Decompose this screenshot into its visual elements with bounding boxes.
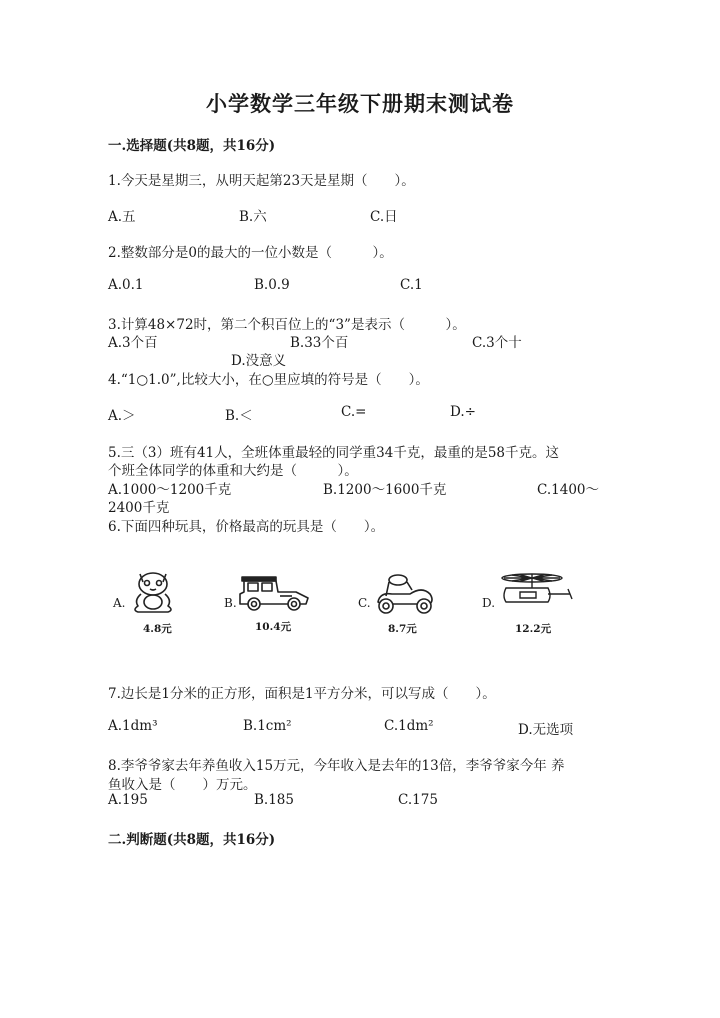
- q3-option-b[interactable]: B.33个百: [290, 335, 349, 351]
- toy-b-letter[interactable]: B.: [224, 596, 237, 610]
- q8-option-c[interactable]: C.175: [398, 792, 438, 808]
- q3-option-a[interactable]: A.3个百: [108, 335, 158, 351]
- q5-option-c[interactable]: C.1400～: [537, 482, 599, 498]
- toy-c-price: 8.7元: [388, 623, 417, 635]
- cat-toy-icon[interactable]: [128, 568, 178, 616]
- toy-a-price: 4.8元: [143, 623, 172, 635]
- q4-option-a[interactable]: A.＞: [108, 408, 136, 424]
- q4-option-c[interactable]: C.=: [341, 404, 367, 420]
- q5-option-c-wrap: 2400千克: [108, 500, 170, 516]
- question-7-text: 7.边长是1分米的正方形，面积是1平方分米，可以写成（ ）。: [108, 686, 496, 702]
- toy-d-price: 12.2元: [515, 623, 552, 635]
- helicopter-toy-icon[interactable]: [498, 572, 576, 612]
- q7-option-b[interactable]: B.1cm²: [243, 718, 292, 734]
- q8-option-b[interactable]: B.185: [254, 792, 294, 808]
- question-4-text: 4.“1○1.0”,比较大小，在○里应填的符号是（ ）。: [108, 372, 429, 388]
- q1-option-b[interactable]: B.六: [239, 209, 267, 225]
- section-heading-judgement: 二.判断题(共8题，共16分): [108, 832, 276, 848]
- q2-option-c[interactable]: C.1: [400, 277, 423, 293]
- question-3-text: 3.计算48×72时，第二个积百位上的“3”是表示（ ）。: [108, 317, 466, 333]
- question-6-text: 6.下面四种玩具，价格最高的玩具是（ ）。: [108, 519, 385, 535]
- toy-b-price: 10.4元: [255, 621, 292, 633]
- question-8-text-line2: 鱼收入是（ ）万元。: [108, 777, 257, 793]
- q5-option-a[interactable]: A.1000～1200千克: [108, 482, 232, 498]
- q7-option-c[interactable]: C.1dm²: [384, 718, 434, 734]
- question-5-text-line1: 5.三（3）班有41人，全班体重最轻的同学重34千克，最重的是58千克。这: [108, 445, 560, 461]
- scooter-toy-icon[interactable]: [372, 572, 438, 616]
- page-title: 小学数学三年级下册期末测试卷: [206, 91, 514, 116]
- q5-option-b[interactable]: B.1200～1600千克: [323, 482, 447, 498]
- q3-option-c[interactable]: C.3个十: [472, 335, 522, 351]
- toy-d-letter[interactable]: D.: [482, 596, 496, 610]
- q4-option-d[interactable]: D.÷: [450, 404, 476, 420]
- q2-option-b[interactable]: B.0.9: [254, 277, 290, 293]
- q7-option-a[interactable]: A.1dm³: [108, 718, 158, 734]
- q7-option-d[interactable]: D.无选项: [518, 722, 574, 738]
- q2-option-a[interactable]: A.0.1: [108, 277, 144, 293]
- q1-option-c[interactable]: C.日: [370, 209, 398, 225]
- q8-option-a[interactable]: A.195: [108, 792, 148, 808]
- question-2-text: 2.整数部分是0的最大的一位小数是（ ）。: [108, 245, 393, 261]
- section-heading-choice: 一.选择题(共8题，共16分): [108, 138, 276, 154]
- car-toy-icon[interactable]: [236, 574, 312, 614]
- q4-option-b[interactable]: B.＜: [225, 408, 253, 424]
- toy-c-letter[interactable]: C.: [358, 596, 371, 610]
- question-8-text-line1: 8.李爷爷家去年养鱼收入15万元，今年收入是去年的13倍，李爷爷家今年 养: [108, 758, 565, 774]
- question-5-text-line2: 个班全体同学的体重和大约是（ ）。: [108, 463, 358, 479]
- q1-option-a[interactable]: A.五: [108, 209, 136, 225]
- toy-a-letter[interactable]: A.: [113, 596, 126, 610]
- q3-option-d[interactable]: D.没意义: [231, 353, 287, 369]
- question-1-text: 1.今天是星期三，从明天起第23天是星期（ ）。: [108, 173, 415, 189]
